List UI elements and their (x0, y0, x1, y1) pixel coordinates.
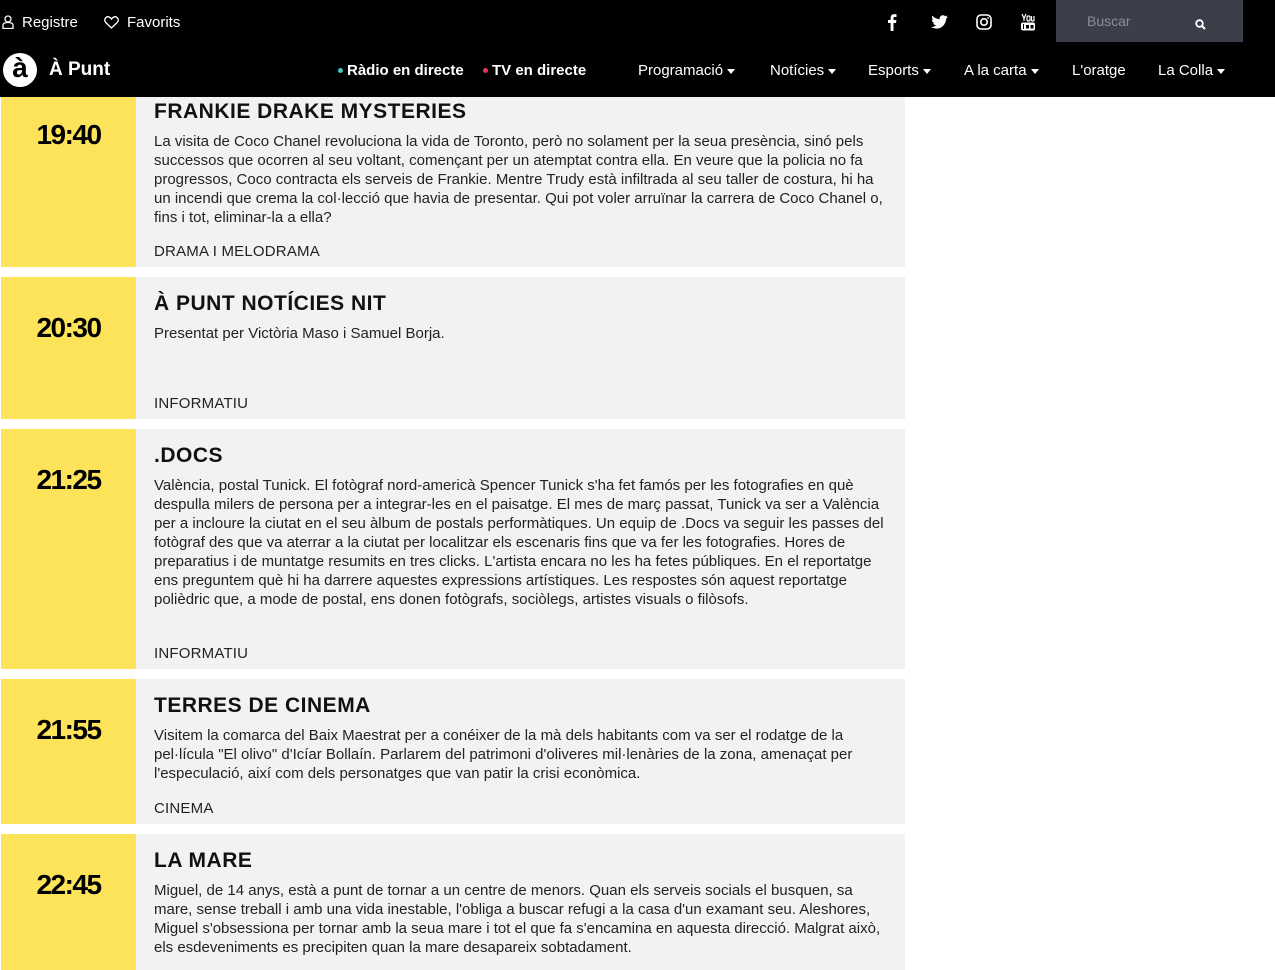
user-icon (2, 15, 14, 29)
time-block (1, 834, 136, 970)
entry-description: La visita de Coco Chanel revoluciona la vida de Toronto, però no solament per la seua presència, sinó pels successos que ocorren al seu voltant, començant per un atemptat contra ella. En veure que la policia no fa progressos, Coco contracta els serveis de Frankie. Mentre Trudy està infiltrada al seu taller de costura, hi ha un incendi que crema la col·lecció que havia de presentar. Qui pot voler arruïnar la carrera de Coco Chanel o, fins i tot, eliminar-la a ella? (154, 133, 883, 226)
entry-description: Visitem la comarca del Baix Maestrat per a conéixer de la mà dels habitants com va ser el rodatge de la pel·lícula "El olivo" d'Icíar Bollaín. Parlarem del patrimoni d'oliveres mil·lenàries de la zona, amenaçat per l'especulació, així com dels personatges que van patir la crisi econòmica. (154, 727, 853, 782)
chevron-down-icon (1031, 69, 1039, 74)
chevron-down-icon (828, 69, 836, 74)
nav-programacio[interactable] (638, 62, 735, 79)
schedule-entry[interactable] (1, 277, 905, 419)
search-button[interactable] (1188, 14, 1212, 34)
main-nav (0, 44, 1275, 97)
radio-live-link[interactable] (338, 62, 464, 79)
schedule-entry[interactable] (1, 97, 905, 267)
nav-oratge[interactable] (1072, 62, 1126, 79)
entry-time: 21:55 (36, 714, 101, 745)
nav-noticies-label: Notícies (770, 62, 825, 79)
youtube-link[interactable] (1013, 0, 1043, 44)
chevron-down-icon (923, 69, 931, 74)
time-block (1, 679, 136, 824)
facebook-icon (887, 13, 897, 31)
entry-title[interactable]: .DOCS (154, 444, 224, 467)
radio-live-label: Ràdio en directe (347, 62, 464, 79)
heart-icon (104, 16, 119, 29)
favorites-label: Favorits (127, 13, 181, 31)
nav-esports-label: Esports (868, 62, 919, 79)
entry-title[interactable]: LA MARE (154, 849, 253, 872)
time-block (1, 429, 136, 669)
entry-description: Miguel, de 14 anys, està a punt de tornar a un centre de menors. Quan els serveis socials el busquen, sa mare, sense treball i amb una vida inestable, l'obliga a buscar refugi a la casa d'un examant seu. Aleshores, Miguel s'obsessiona per tornar amb la seua mare i tot el que fa s'encamina en aquesta direcció. Malgrat això, els esdeveniments es precipiten quan la mare desapareix sobtadament. (154, 882, 881, 956)
nav-oratge-label: L'oratge (1072, 62, 1126, 79)
entry-genre: DRAMA I MELODRAMA (154, 243, 320, 260)
entry-genre: INFORMATIU (154, 645, 249, 662)
entry-time: 19:40 (36, 119, 101, 150)
nav-la-colla-label: La Colla (1158, 62, 1214, 79)
entry-genre: INFORMATIU (154, 395, 249, 412)
schedule-entry[interactable] (1, 429, 905, 669)
logo[interactable] (3, 53, 37, 87)
nav-noticies[interactable] (770, 62, 836, 79)
top-utility-bar (0, 0, 1275, 44)
entry-time: 20:30 (36, 312, 101, 343)
entry-time: 21:25 (36, 464, 101, 495)
nav-a-la-carta[interactable] (964, 62, 1039, 79)
time-block (1, 277, 136, 419)
nav-programacio-label: Programació (638, 62, 724, 79)
time-block (1, 97, 136, 267)
nav-a-la-carta-label: A la carta (964, 62, 1027, 79)
twitter-icon (931, 15, 948, 29)
entry-title[interactable]: FRANKIE DRAKE MYSTERIES (154, 100, 467, 123)
twitter-link[interactable] (924, 0, 954, 44)
chevron-down-icon (727, 69, 735, 74)
logo-glyph: à (12, 52, 28, 83)
radio-live-dot (338, 68, 343, 73)
entry-title[interactable]: À PUNT NOTÍCIES NIT (154, 292, 387, 315)
schedule-entry[interactable] (1, 834, 905, 970)
register-link[interactable] (2, 0, 78, 44)
search-box (1056, 0, 1243, 42)
search-icon (1195, 19, 1206, 30)
youtube-icon (1020, 13, 1036, 31)
chevron-down-icon (1217, 69, 1225, 74)
schedule-entry[interactable] (1, 679, 905, 824)
entry-description: València, postal Tunick. El fotògraf nord-americà Spencer Tunick s'ha fet famós per les fotografies en què despulla milers de persona per a integrar-les en el paisatge. El mes de març passat, Tunick va ser a València per a incloure la ciutat en el seu àlbum de postals performàtiques. Un equip de .Docs va seguir les passes del fotògraf des que va aterrar a la ciutat per localitzar els escenaris fins que va fer les fotografies. Hores de preparatius i de muntatge resumits en tres clicks. L'artista encara no les ha fetes públiques. En el reportatge ens preguntem què hi ha darrere aquestes expressions artístiques. Les respostes són aquest reportatge polièdric que, a mode de postal, ens donen fotògrafs, sociòlegs, artistes visuals o filòsofs. (154, 477, 884, 608)
tv-live-link[interactable] (483, 62, 586, 79)
register-label: Registre (22, 13, 78, 31)
entry-genre: CINEMA (154, 800, 214, 817)
tv-live-dot (483, 68, 488, 73)
entry-title[interactable]: TERRES DE CINEMA (154, 694, 371, 717)
tv-live-label: TV en directe (492, 62, 587, 79)
instagram-icon (976, 14, 992, 30)
brand-name[interactable]: À Punt (49, 59, 111, 80)
favorites-link[interactable] (104, 0, 180, 44)
nav-esports[interactable] (868, 62, 931, 79)
instagram-link[interactable] (969, 0, 999, 44)
entry-time: 22:45 (36, 869, 101, 900)
nav-la-colla[interactable] (1158, 62, 1225, 79)
facebook-link[interactable] (877, 0, 907, 44)
entry-description: Presentat per Victòria Maso i Samuel Borja. (154, 325, 445, 342)
